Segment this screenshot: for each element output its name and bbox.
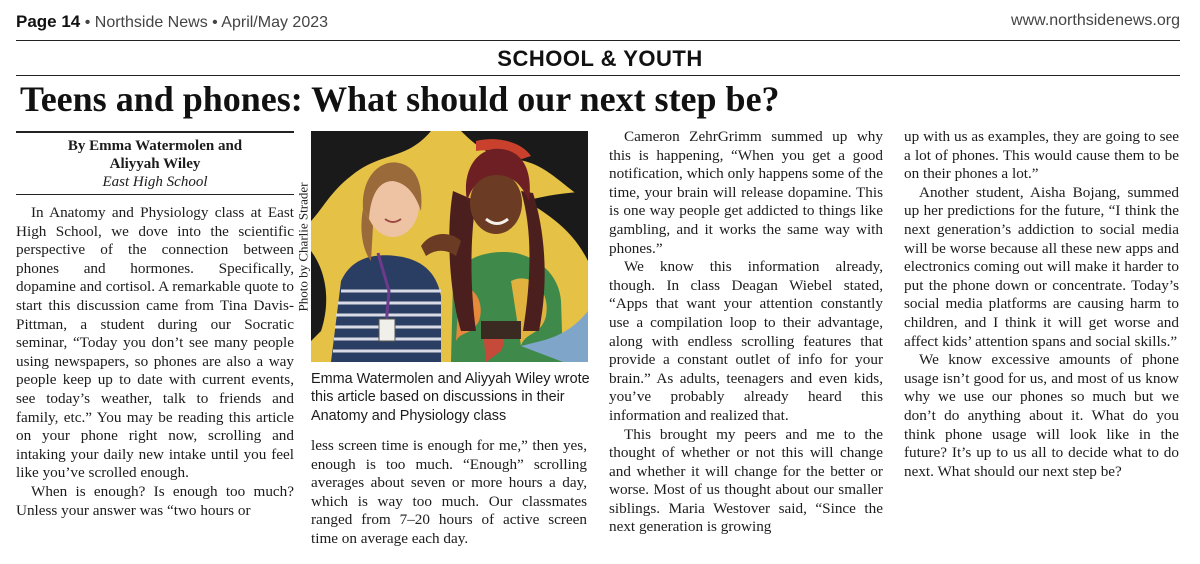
article-photo (311, 131, 588, 362)
article-paragraph: Cameron ZehrGrimm summed up why this is happening, “When you get a good notification, which only happens some of the time, your brain will release dopamine. This is one way people get addicted to things like gambling, and it works the same way with phones.” (609, 128, 883, 257)
article-column-2 (311, 437, 587, 549)
photo-credit-text: Photo by Charlie Strader (295, 182, 310, 311)
article-column-4 (904, 128, 1179, 481)
byline-school: East High School (102, 174, 208, 190)
page-header (16, 10, 1180, 36)
article-paragraph: Another student, Aisha Bojang, summed up her predictions for the future, “I think the next generation’s addiction to social media will be worse because all these new apps and electronics coming out will make it harder to put the phone down or concentrate. Today’s social media platforms are causing harm to children, and I think it will get worse and affect kids’ attention spans and social skills.” (904, 183, 1179, 350)
article-column-1 (16, 204, 294, 520)
header-divider (16, 40, 1180, 41)
article-paragraph: We know this information already, though. In class Deagan Wiebel stated, “Apps that want your attention constantly use a compilation loop to their advantage, along with endless scrolling features that provide a constant outlet of info for your brain.” As adults, teenagers and even kids, you’ve probably already heard this information and realized that. (609, 258, 883, 424)
article-paragraph: When is enough? Is enough too much? Unless your answer was “two hours or (16, 482, 294, 519)
article-paragraph: This brought my peers and me to the thought of whether or not this will change and whether it will change for the better or worse. Most of us thought about our smaller siblings. Maria Westover said, “Since the next generation is growing (609, 425, 883, 536)
page-number: Page 14 (16, 12, 81, 31)
byline-authors-line2: Aliyyah Wiley (109, 156, 201, 172)
photo-caption: Emma Watermolen and Aliyyah Wiley wrote this article based on discussions in their Anatomy and Physiology class (311, 371, 590, 424)
article-paragraph: In Anatomy and Physiology class at East High School, we dove into the scientific perspective of the connection between phones and hormones. Specifically, dopamine and cortisol. A remarkable quote to start this discussion came from Tina Davis-Pittman, a student during our Socratic seminar, “Today you don’t see many people using newspapers, so phones are also a way people keep up to date with current events, see today’s weather, talk to friends and family, etc.” You may be reading this article on your phone right now, scrolling and intaking your daily new intake until you feel like you’ve scrolled enough. (16, 204, 294, 482)
byline (16, 131, 294, 195)
article-paragraph: less screen time is enough for me,” then yes, enough is too much. “Enough” scrolling averages about seven or more hours a day, which is way too much. Our classmates ranged from 7–20 hours of active screen time on average each day. (311, 437, 587, 547)
header-left (16, 12, 328, 32)
publication-info: • Northside News • April/May 2023 (80, 14, 329, 31)
photo-illustration (311, 131, 588, 362)
byline-authors-line1: By Emma Watermolen and (67, 138, 243, 154)
article-paragraph: up with us as examples, they are going to see a lot of phones. This would cause them to be on their phones a lot.” (904, 128, 1179, 183)
section-title: SCHOOL & YOUTH (497, 46, 703, 71)
website-url[interactable]: www.northsidenews.org (1011, 12, 1180, 29)
section-divider (16, 75, 1180, 76)
article-column-3 (609, 128, 883, 537)
article-paragraph: We know excessive amounts of phone usage isn’t good for us, and most of us know why we use our phones so much but we don’t do anything about it. What do you think phone usage will look like in the future? It’s up to us all to decide what to do next. What should our next step be? (904, 351, 1179, 480)
headline: Teens and phones: What should our next step be? (20, 79, 780, 119)
photo-credit (296, 131, 310, 362)
